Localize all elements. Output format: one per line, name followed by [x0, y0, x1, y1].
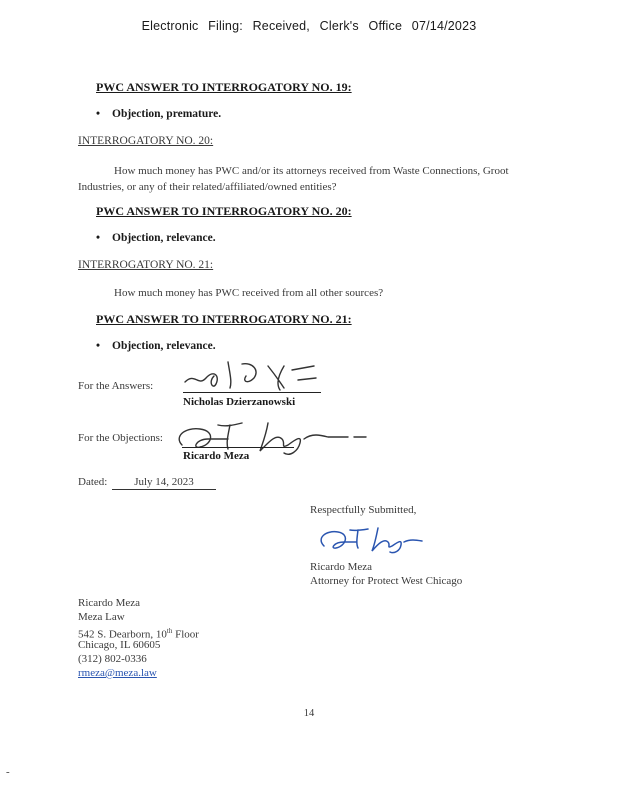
address-prefix: 542 S. Dearborn, 10 [78, 628, 167, 641]
answer-19-bullet [96, 108, 221, 120]
answer-20-bullet [96, 232, 216, 244]
answer-19-heading: PWC ANSWER TO INTERROGATORY NO. 19: [96, 80, 352, 94]
closing-text: Respectfully Submitted, [310, 504, 417, 516]
interrogatory-21-line1: How much money has PWC received from all other sources? [114, 287, 384, 299]
contact-name: Ricardo Meza [78, 597, 140, 609]
answers-signer-name: Nicholas Dzierzanowski [183, 396, 296, 408]
answer-21-heading: PWC ANSWER TO INTERROGATORY NO. 21: [96, 312, 352, 326]
objections-signer-name: Ricardo Meza [183, 450, 250, 462]
submitter-title: Attorney for Protect West Chicago [310, 575, 463, 587]
contact-firm: Meza Law [78, 611, 125, 623]
answer-20-text: Objection, relevance. [112, 232, 216, 244]
answer-21-text: Objection, relevance. [112, 340, 216, 352]
answer-19-text: Objection, premature. [112, 108, 222, 120]
interrogatory-20-title: INTERROGATORY NO. 20: [78, 135, 214, 147]
answers-signature-line [183, 392, 321, 393]
interrogatory-20-line1: How much money has PWC and/or its attorneys received from Waste Connections, Groot [114, 165, 509, 177]
contact-phone: (312) 802-0336 [78, 653, 147, 665]
objections-signature-line [182, 447, 294, 448]
contact-email-link[interactable]: rmeza@meza.law [78, 667, 157, 679]
answer-20-heading: PWC ANSWER TO INTERROGATORY NO. 20: [96, 204, 352, 218]
submitted-signature-image [316, 524, 426, 556]
objections-label: For the Objections: [78, 432, 163, 444]
page-number: 14 [303, 708, 315, 719]
interrogatory-20-body [78, 163, 548, 195]
bullet-icon: • [96, 108, 101, 120]
interrogatory-21-title: INTERROGATORY NO. 21: [78, 259, 214, 271]
address-suffix: Floor [172, 628, 199, 641]
answers-label: For the Answers: [78, 380, 154, 392]
answers-signature-image [180, 352, 330, 397]
dated-value: July 14, 2023 [112, 476, 216, 490]
bullet-icon: • [96, 232, 101, 244]
interrogatory-20-line2: Industries, or any of their related/affiliated/owned entities? [78, 181, 337, 193]
contact-city: Chicago, IL 60605 [78, 639, 161, 651]
address-ordinal: th [166, 627, 173, 635]
efiling-header: Electronic Filing: Received, Clerk's Office 07/14/2023 [141, 19, 477, 33]
submitter-name: Ricardo Meza [310, 561, 372, 573]
bullet-icon: • [96, 340, 101, 352]
answer-21-bullet [96, 340, 216, 352]
corner-mark: - [6, 766, 10, 778]
dated-label: Dated: [78, 476, 108, 488]
